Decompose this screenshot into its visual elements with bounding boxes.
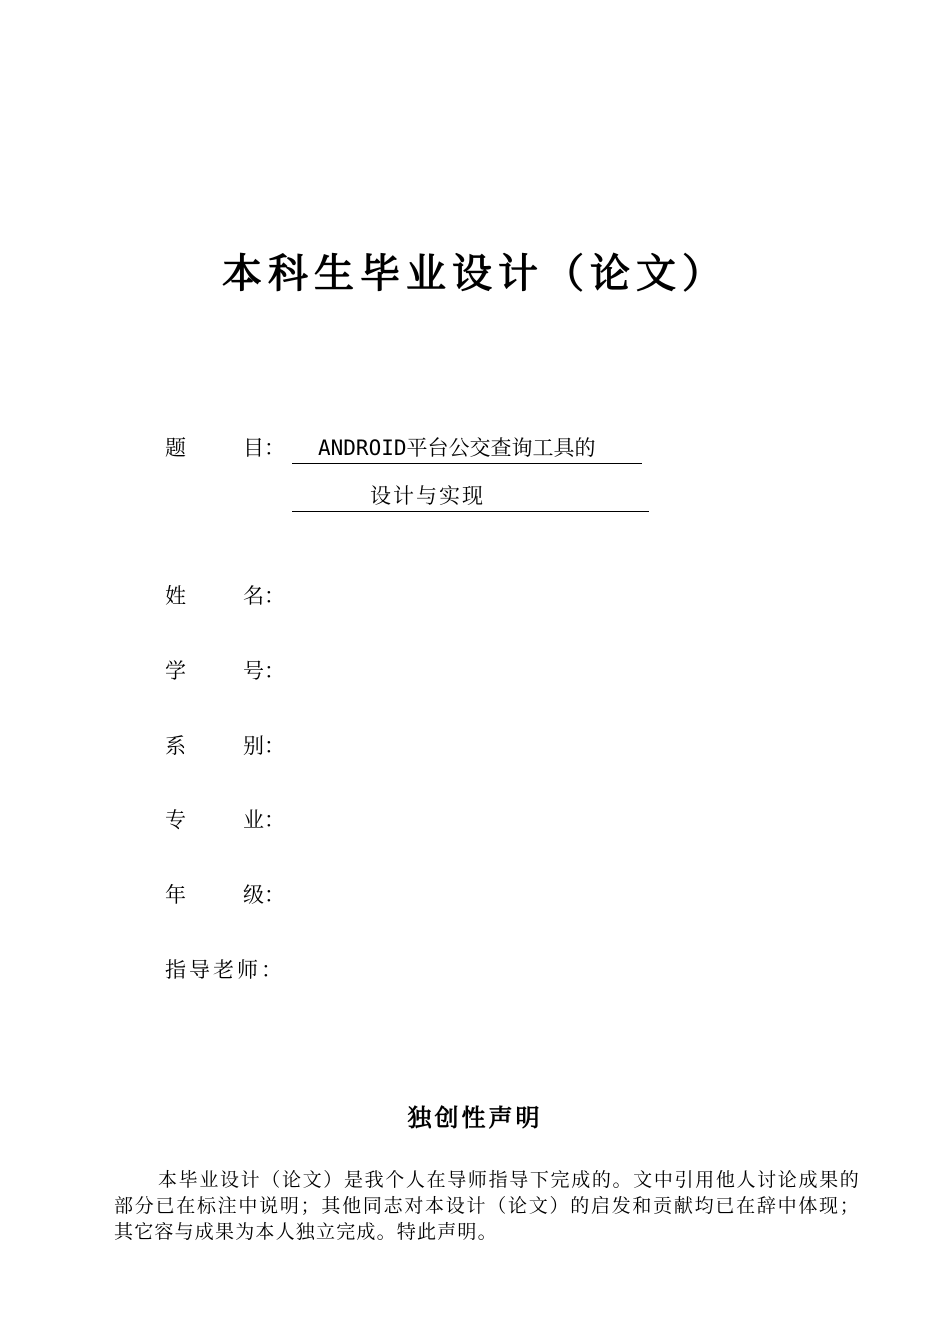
student-id-label-char2: 号： (243, 659, 285, 683)
student-id-label-char1: 学 (165, 659, 186, 683)
declaration-body: 本毕业设计（论文）是我个人在导师指导下完成的。文中引用他人讨论成果的部分已在标注中说明；其他同志对本设计（论文）的启发和贡献均已在辞中体现；其它容与成果为本人独立完成。特此声明。 (114, 1169, 860, 1243)
topic-value-line1 (292, 433, 642, 464)
topic-label-char2: 目： (243, 436, 285, 460)
major-label-char1: 专 (165, 808, 186, 832)
grade-label-char2: 级： (243, 883, 285, 907)
name-label-char2: 名： (243, 584, 285, 608)
topic-value-english: ANDROID (318, 436, 407, 460)
grade-label-char1: 年 (165, 883, 186, 907)
topic-value-line2-text: 设计与实现 (370, 484, 485, 508)
major-label-char2: 业： (243, 808, 285, 832)
name-label-char1: 姓 (165, 584, 186, 608)
advisor-label-text: 指导老师： (165, 958, 285, 982)
page-title: 本科生毕业设计（论文） (222, 250, 728, 297)
department-label-char2: 别： (243, 734, 285, 758)
department-label-char1: 系 (165, 734, 186, 758)
topic-label-char1: 题 (165, 436, 186, 460)
topic-value-line2 (292, 481, 649, 512)
declaration-title: 独创性声明 (407, 1103, 543, 1132)
topic-value-chinese: 平台公交查询工具的 (406, 436, 596, 460)
